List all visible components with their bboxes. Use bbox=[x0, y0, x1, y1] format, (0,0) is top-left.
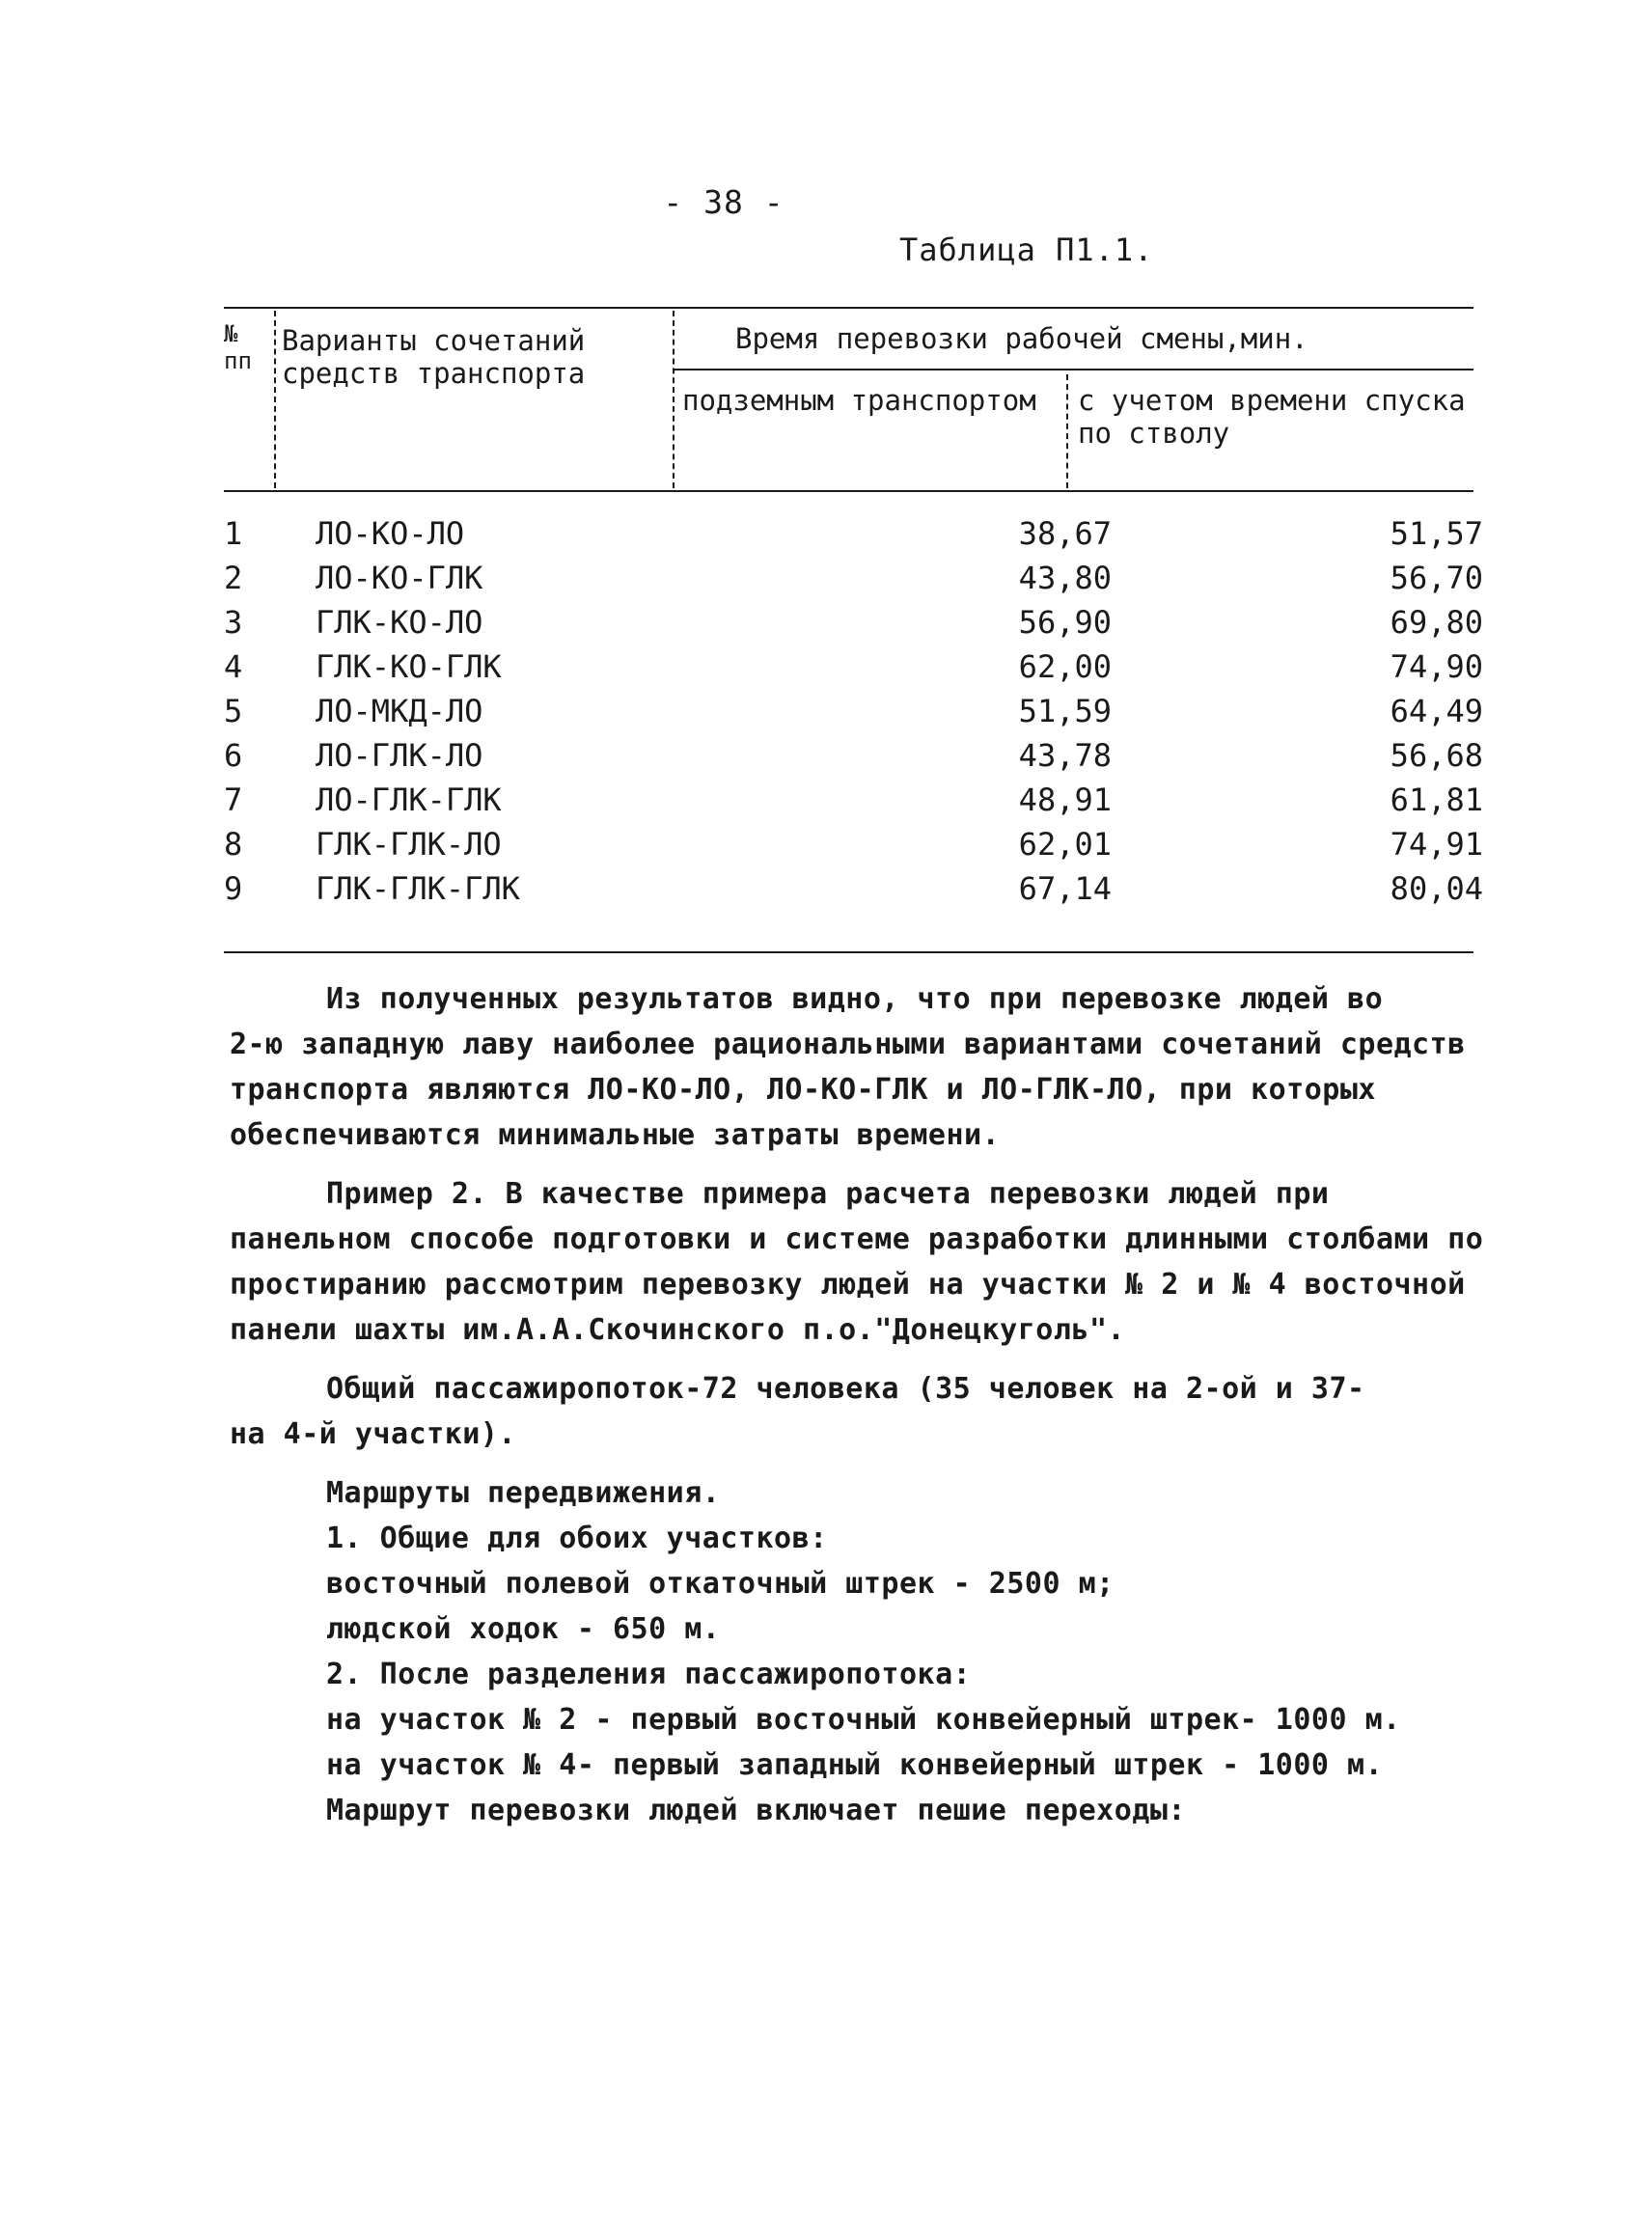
row-total-time: 64,49 bbox=[1390, 693, 1483, 729]
table-col-divider-2 bbox=[673, 311, 675, 488]
table-row bbox=[224, 733, 1483, 778]
table-col-divider-1 bbox=[274, 311, 276, 488]
route-1: 1. Общие для обоих участков: bbox=[326, 1522, 828, 1555]
route-2b: на участок № 4- первый западный конвейерный штрек - 1000 м. bbox=[326, 1748, 1384, 1782]
route-2a: на участок № 2 - первый восточный конвейерный штрек- 1000 м. bbox=[326, 1703, 1401, 1737]
table-subheader-rule bbox=[673, 369, 1473, 370]
row-variant: ГЛК-КО-ГЛК bbox=[316, 648, 502, 685]
paragraph-passenger-flow-rest: на 4-й участки). bbox=[230, 1417, 516, 1451]
row-variant: ЛО-КО-ГЛК bbox=[316, 560, 483, 596]
route-1a: восточный полевой откаточный штрек - 2500 м; bbox=[326, 1567, 1115, 1601]
table-row bbox=[224, 511, 1483, 556]
row-variant: ГЛК-ГЛК-ГЛК bbox=[316, 870, 520, 907]
row-number: 8 bbox=[224, 826, 243, 863]
route-1b: людской ходок - 650 м. bbox=[326, 1612, 721, 1646]
row-variant: ЛО-КО-ЛО bbox=[316, 515, 465, 552]
col-num-header: № пп bbox=[224, 320, 252, 374]
routes-title: Маршруты передвижения. bbox=[326, 1476, 721, 1510]
paragraph-example-2-rest: панельном способе подготовки и системе разработки длинными столбами по простиранию рассмотрим перевозку людей на участки № 2 и № 4 восточной панели шахты им.А.А.Скочинского п.о."Донецкуголь". bbox=[230, 1222, 1501, 1347]
table-row bbox=[224, 556, 1483, 600]
row-number: 5 bbox=[224, 693, 243, 729]
row-total-time: 80,04 bbox=[1390, 870, 1483, 907]
row-variant: ЛО-ГЛК-ГЛК bbox=[316, 782, 502, 818]
row-variant: ГЛК-КО-ЛО bbox=[316, 604, 483, 641]
table-row bbox=[224, 866, 1483, 911]
row-underground-time: 56,90 bbox=[1018, 604, 1112, 641]
row-number: 4 bbox=[224, 648, 243, 685]
paragraph-results-first-line: Из полученных результатов видно, что при перевозке людей во bbox=[326, 982, 1384, 1016]
row-total-time: 56,70 bbox=[1390, 560, 1483, 596]
row-underground-time: 67,14 bbox=[1018, 870, 1112, 907]
row-total-time: 74,91 bbox=[1390, 826, 1483, 863]
row-underground-time: 43,80 bbox=[1018, 560, 1112, 596]
row-total-time: 69,80 bbox=[1390, 604, 1483, 641]
table-row bbox=[224, 600, 1483, 645]
route-2: 2. После разделения пассажиропотока: bbox=[326, 1658, 972, 1691]
route-last: Маршрут перевозки людей включает пешие переходы: bbox=[326, 1794, 1186, 1827]
row-total-time: 74,90 bbox=[1390, 648, 1483, 685]
row-underground-time: 48,91 bbox=[1018, 782, 1112, 818]
paragraph-passenger-flow bbox=[230, 1366, 1484, 1457]
paragraph-example-2 bbox=[230, 1171, 1501, 1353]
row-total-time: 51,57 bbox=[1390, 515, 1483, 552]
row-number: 1 bbox=[224, 515, 243, 552]
row-number: 2 bbox=[224, 560, 243, 596]
col-sub2-header: с учетом времени спуска по стволу bbox=[1078, 384, 1466, 450]
row-number: 3 bbox=[224, 604, 243, 641]
routes-list bbox=[230, 1470, 1484, 1833]
table-col-divider-3 bbox=[1066, 374, 1068, 488]
row-underground-time: 62,01 bbox=[1018, 826, 1112, 863]
data-table bbox=[224, 307, 1483, 973]
paragraph-passenger-flow-first-line: Общий пассажиропоток-72 человека (35 человек на 2-ой и 37- bbox=[326, 1372, 1365, 1406]
row-underground-time: 38,67 bbox=[1018, 515, 1112, 552]
col-variant-header: Варианты сочетаний средств транспорта bbox=[282, 324, 586, 390]
row-underground-time: 43,78 bbox=[1018, 737, 1112, 774]
table-row bbox=[224, 778, 1483, 822]
row-underground-time: 62,00 bbox=[1018, 648, 1112, 685]
table-bottom-rule bbox=[224, 951, 1473, 953]
row-variant: ЛО-МКД-ЛО bbox=[316, 693, 483, 729]
col-sub1-header: подземным транспортом bbox=[682, 384, 1036, 417]
row-variant: ГЛК-ГЛК-ЛО bbox=[316, 826, 502, 863]
table-top-rule bbox=[224, 307, 1473, 309]
row-variant: ЛО-ГЛК-ЛО bbox=[316, 737, 483, 774]
row-total-time: 56,68 bbox=[1390, 737, 1483, 774]
row-number: 6 bbox=[224, 737, 243, 774]
row-number: 9 bbox=[224, 870, 243, 907]
table-row bbox=[224, 689, 1483, 733]
body-text bbox=[230, 976, 1501, 1833]
paragraph-example-2-first-line: Пример 2. В качестве примера расчета перевозки людей при bbox=[326, 1177, 1330, 1211]
page-number: - 38 - bbox=[663, 183, 785, 221]
row-underground-time: 51,59 bbox=[1018, 693, 1112, 729]
row-number: 7 bbox=[224, 782, 243, 818]
table-row bbox=[224, 645, 1483, 689]
paragraph-results bbox=[230, 976, 1484, 1158]
paragraph-results-rest: 2-ю западную лаву наиболее рациональными вариантами сочетаний средств транспорта являются ЛО-КО-ЛО, ЛО-КО-ГЛК и ЛО-ГЛК-ЛО, при которых обеспечиваются минимальные затраты времени. bbox=[230, 1028, 1484, 1152]
row-total-time: 61,81 bbox=[1390, 782, 1483, 818]
col-time-header: Время перевозки рабочей смены,мин. bbox=[735, 322, 1308, 355]
table-caption: Таблица П1.1. bbox=[899, 232, 1154, 268]
table-header-bottom-rule bbox=[224, 490, 1473, 492]
table-row bbox=[224, 822, 1483, 866]
